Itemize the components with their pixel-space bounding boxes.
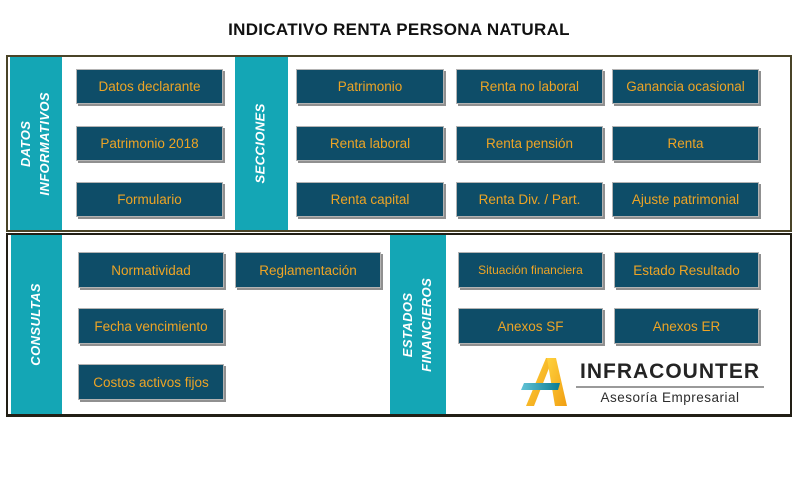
section-bar-estados-financieros: [390, 235, 446, 414]
infracounter-a-icon: [520, 356, 568, 408]
button-renta-pension[interactable]: Renta pensión: [456, 126, 603, 161]
panel-bottom: [6, 233, 792, 417]
infracounter-logo: [520, 354, 772, 410]
section-bar-datos-informativos: [10, 57, 62, 230]
page-title: INDICATIVO RENTA PERSONA NATURAL: [228, 20, 570, 39]
button-costos-activos-fijos[interactable]: Costos activos fijos: [78, 364, 224, 400]
button-patrimonio[interactable]: Patrimonio: [296, 69, 444, 104]
logo-text-block: [576, 360, 764, 405]
button-renta-no-laboral[interactable]: Renta no laboral: [456, 69, 603, 104]
panel-top: [6, 55, 792, 232]
button-fecha-vencimiento[interactable]: Fecha vencimiento: [78, 308, 224, 344]
section-label: ESTADOS FINANCIEROS: [400, 277, 435, 372]
logo-tagline: Asesoría Empresarial: [600, 389, 740, 405]
button-patrimonio-2018[interactable]: Patrimonio 2018: [76, 126, 223, 161]
section-bar-secciones: [235, 57, 288, 230]
section-label: CONSULTAS: [28, 283, 44, 366]
button-renta-laboral[interactable]: Renta laboral: [296, 126, 444, 161]
button-renta-capital[interactable]: Renta capital: [296, 182, 444, 217]
button-renta[interactable]: Renta: [612, 126, 759, 161]
section-label: DATOS INFORMATIVOS: [18, 91, 52, 196]
section-bar-consultas: [11, 235, 62, 414]
button-anexos-sf[interactable]: Anexos SF: [458, 308, 603, 344]
button-normatividad[interactable]: Normatividad: [78, 252, 224, 288]
button-datos-declarante[interactable]: Datos declarante: [76, 69, 223, 104]
button-situacion-financiera[interactable]: Situación financiera: [458, 252, 603, 288]
button-anexos-er[interactable]: Anexos ER: [614, 308, 759, 344]
button-reglamentacion[interactable]: Reglamentación: [235, 252, 381, 288]
section-label: SECCIONES: [253, 103, 269, 184]
logo-brand: INFRACOUNTER: [576, 360, 764, 388]
button-ganancia-ocasional[interactable]: Ganancia ocasional: [612, 69, 759, 104]
button-renta-div-part[interactable]: Renta Div. / Part.: [456, 182, 603, 217]
button-estado-resultado[interactable]: Estado Resultado: [614, 252, 759, 288]
button-ajuste-patrimonial[interactable]: Ajuste patrimonial: [612, 182, 759, 217]
button-formulario[interactable]: Formulario: [76, 182, 223, 217]
